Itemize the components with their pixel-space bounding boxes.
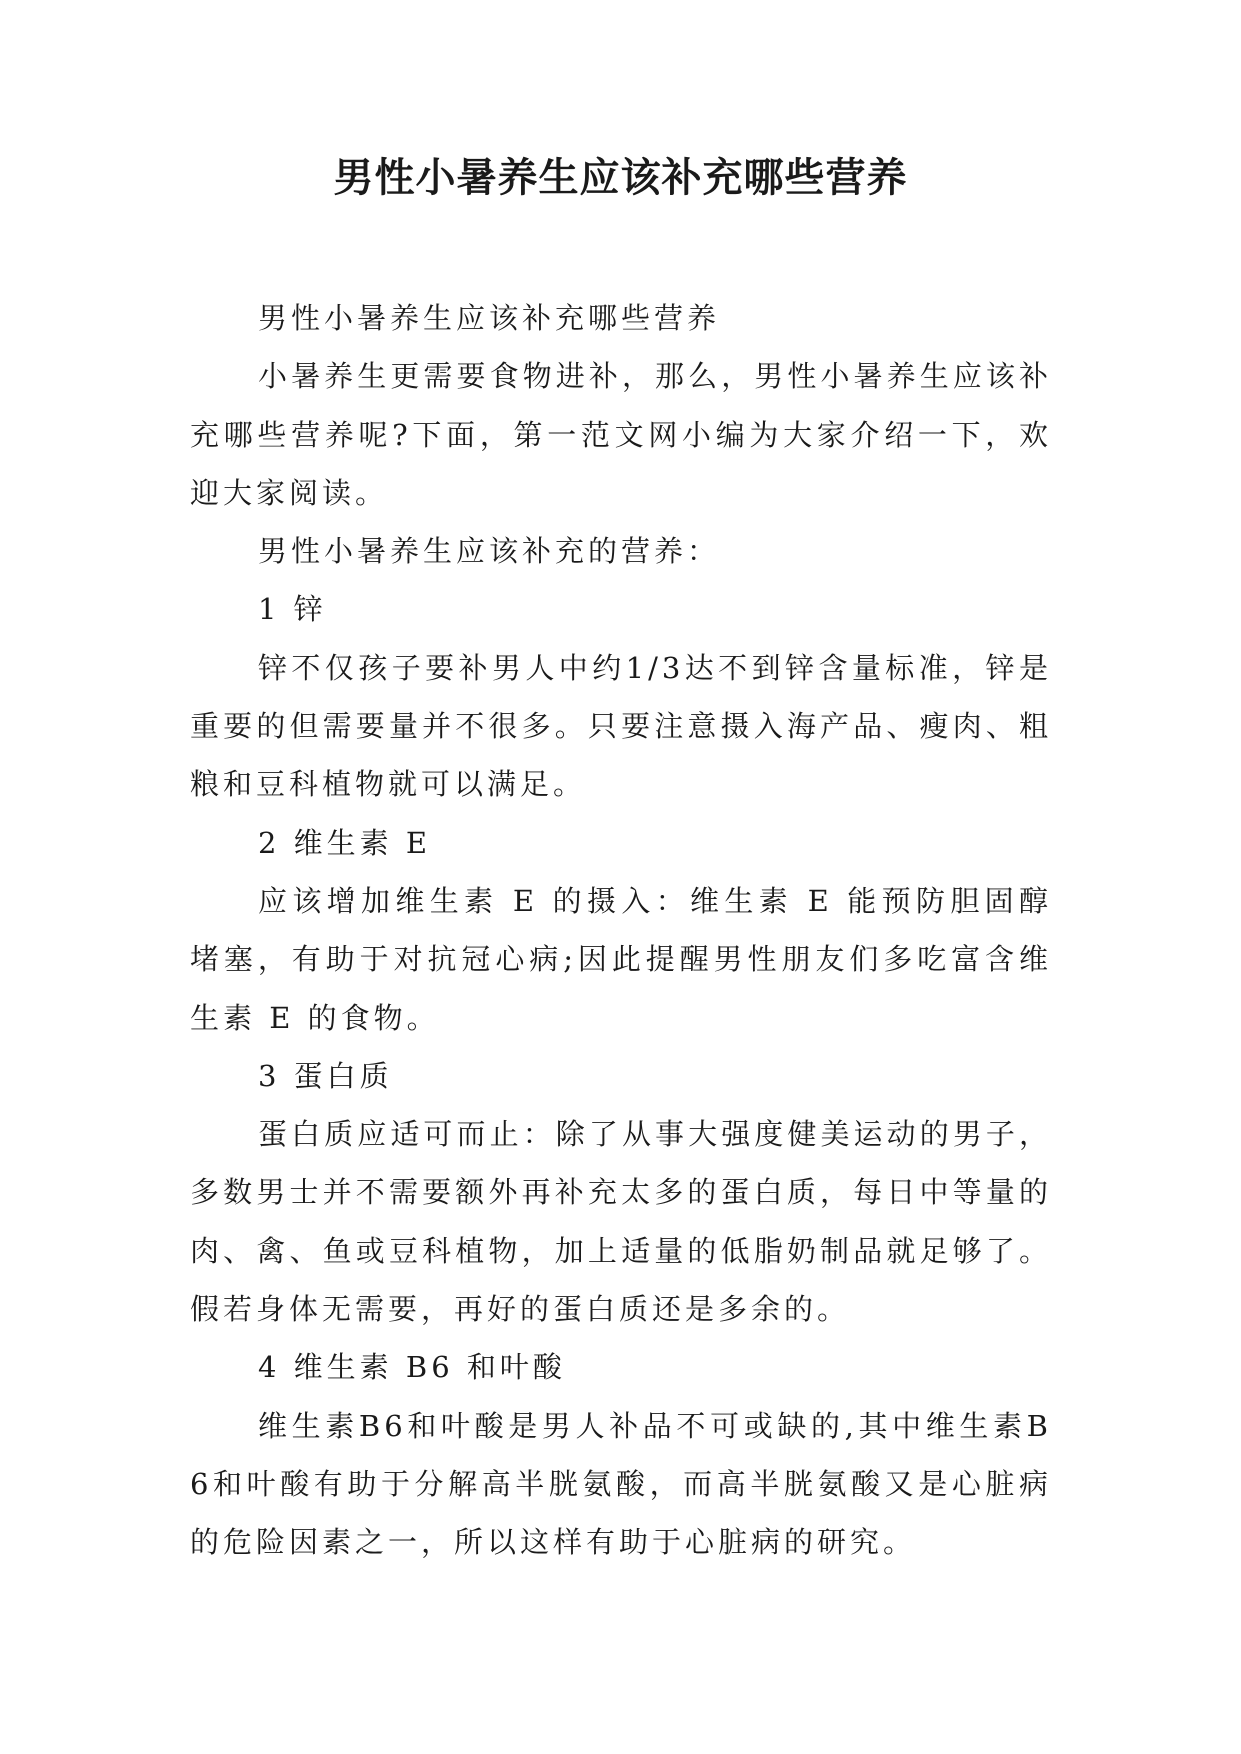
section-heading-zinc: 1 锌 (258, 592, 327, 627)
paragraph-intro: 小暑养生更需要食物进补，那么，男性小暑养生应该补充哪些营养呢?下面，第一范文网小编为大家介绍一下，欢迎大家阅读。 (190, 359, 1052, 510)
paragraph-b6-folic-acid: 维生素B6和叶酸是男人补品不可或缺的,其中维生素B6和叶酸有助于分解高半胱氨酸，而高半胱氨酸又是心脏病的危险因素之一，所以这样有助于心脏病的研究。 (190, 1408, 1052, 1560)
paragraph-zinc: 锌不仅孩子要补男人中约1/3达不到锌含量标准，锌是重要的但需要量并不很多。只要注意摄入海产品、瘦肉、粗粮和豆科植物就可以满足。 (190, 650, 1052, 802)
section-heading-protein: 3 蛋白质 (258, 1058, 393, 1093)
paragraph-subtitle: 男性小暑养生应该补充哪些营养 (258, 301, 721, 335)
document-body (190, 289, 1052, 1572)
paragraph-vitamin-e: 应该增加维生素 E 的摄入：维生素 E 能预防胆固醇堵塞，有助于对抗冠心病;因此提醒男性朋友们多吃富含维生素 E 的食物。 (190, 883, 1052, 1035)
section-heading-b6-folic-acid: 4 维生素 B6 和叶酸 (258, 1350, 566, 1385)
section-heading-vitamin-e: 2 维生素 E (258, 825, 432, 860)
paragraph-nutrients-heading: 男性小暑养生应该补充的营养： (258, 534, 721, 569)
document-title: 男性小暑养生应该补充哪些营养 (333, 155, 908, 201)
paragraph-protein: 蛋白质应适可而止：除了从事大强度健美运动的男子，多数男士并不需要额外再补充太多的蛋白质，每日中等量的肉、禽、鱼或豆科植物，加上适量的低脂奶制品就足够了。假若身体无需要，再好的蛋白质还是多余的。 (190, 1117, 1052, 1327)
